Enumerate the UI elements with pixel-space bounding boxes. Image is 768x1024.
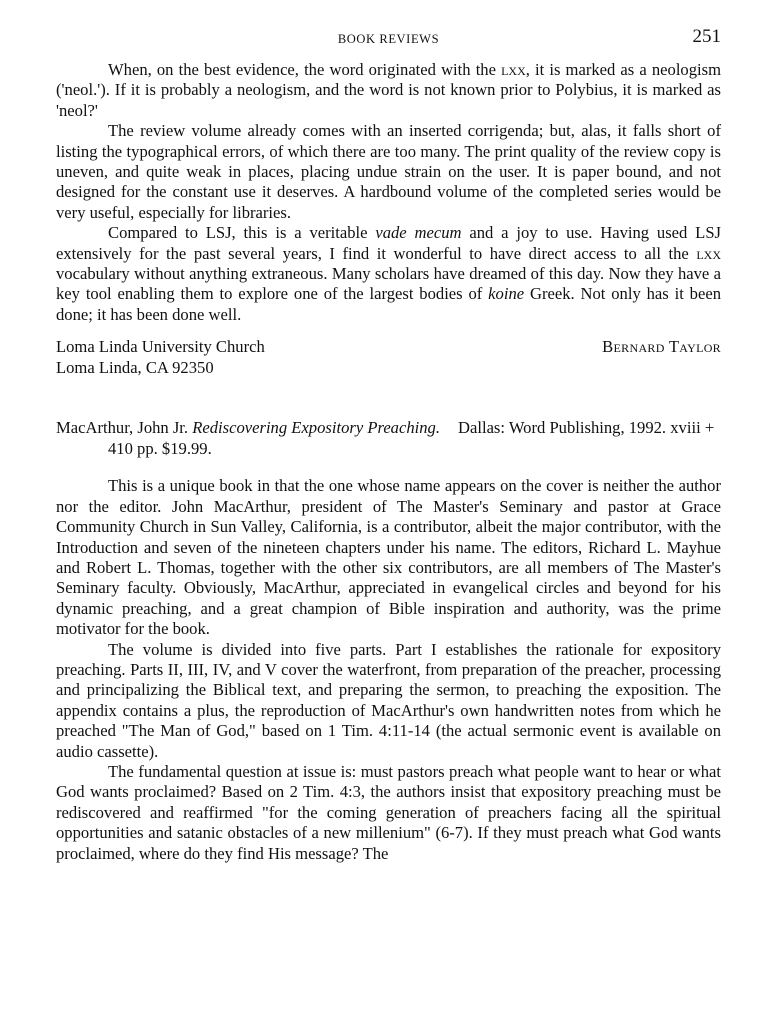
review-body (56, 476, 721, 864)
text-run: and a joy to use. Having used LSJ extensively for the past several years, I find it wonderful to have direct access to all the (56, 223, 722, 263)
book-author: MacArthur, John Jr. (56, 418, 189, 438)
book-citation (56, 417, 721, 459)
text-run: vocabulary without anything extraneous. Many scholars have dreamed of this day. Now they have a key tool enabling them to explore one of the largest bodies of (56, 264, 721, 304)
text-run: Compared to LSJ, this is a veritable (108, 223, 376, 243)
running-head: BOOK REVIEWS (337, 32, 440, 46)
italic-term: vade mecum (375, 223, 462, 243)
lxx-abbrev: lxx (501, 60, 526, 79)
reviewer-signature (56, 337, 721, 378)
book-page (56, 26, 721, 864)
italic-term: koine (488, 284, 525, 304)
text-run: When, on the best evidence, the word originated with the (108, 60, 502, 79)
book-pages-price: xviii + 410 pp. $19.99. (108, 418, 715, 459)
paragraph (56, 223, 721, 325)
review-taylor (56, 60, 721, 378)
paragraph (56, 60, 721, 121)
text-run: , it is marked as a neologism ('neol.'). If it is probably a neologism, and the word is not known prior to Polybius, it is marked as 'neol?' (56, 60, 721, 120)
paragraph: The volume is divided into five parts. Part I establishes the rationale for expository preaching. Parts II, III, IV, and V cover the waterfront, from preparation of the preacher, processing and principalizing the Biblical text, and preparing the sermon, to preaching the exposition. The appendix contains a plus, the reproduction of MacArthur's own handwritten notes from which he preached "The Man of God," based on 1 Tim. 4:11-14 (the actual sermonic event is available on audio cassette). (56, 639, 721, 761)
book-title: Rediscovering Expository Preaching. (192, 418, 440, 438)
paragraph: This is a unique book in that the one whose name appears on the cover is neither the author nor the editor. John MacArthur, president of The Master's Seminary and pastor at Grace Community Church in Sun Valley, California, is a contributor, albeit the major contributor, with the Introduction and seven of the nineteen chapters under his name. The editors, Richard L. Mayhue and Robert L. Thomas, together with the other six contributors, are all members of The Master's Seminary faculty. Obviously, MacArthur, appreciated in evangelical circles and beyond for his dynamic preaching, and a great champion of Bible inspiration and authority, was the prime motivator for the book. (56, 476, 721, 639)
review-macarthur (56, 417, 721, 864)
page-header (56, 26, 721, 52)
paragraph: The fundamental question at issue is: must pastors preach what people want to hear or what God wants proclaimed? Based on 2 Tim. 4:3, the authors insist that expository preaching must be rediscovered and reaffirmed "for the coming generation of preachers facing all the spiritual opportunities and satanic obstacles of a new millenium" (6-7). If they must preach what God wants proclaimed, where do they find His message? The (56, 761, 721, 863)
page-number: 251 (692, 26, 721, 47)
address-line: Loma Linda, CA 92350 (56, 357, 214, 377)
lxx-abbrev: lxx (696, 243, 721, 263)
affiliation-line: Loma Linda University Church (56, 337, 265, 357)
reviewer-name: Bernard Taylor (602, 337, 721, 357)
paragraph: The review volume already comes with an inserted corrigenda; but, alas, it falls short of listing the typographical errors, of which there are too many. The print quality of the review copy is uneven, and quite weak in places, placing undue strain on the user. It is paper bound, and not designed for the constant use it deserves. A hardbound volume of the completed series would be very useful, especially for libraries. (56, 121, 721, 222)
text-run: Greek. Not only has it been done; it has been done well. (56, 284, 721, 324)
book-publisher: Dallas: Word Publishing, 1992. (458, 418, 667, 438)
